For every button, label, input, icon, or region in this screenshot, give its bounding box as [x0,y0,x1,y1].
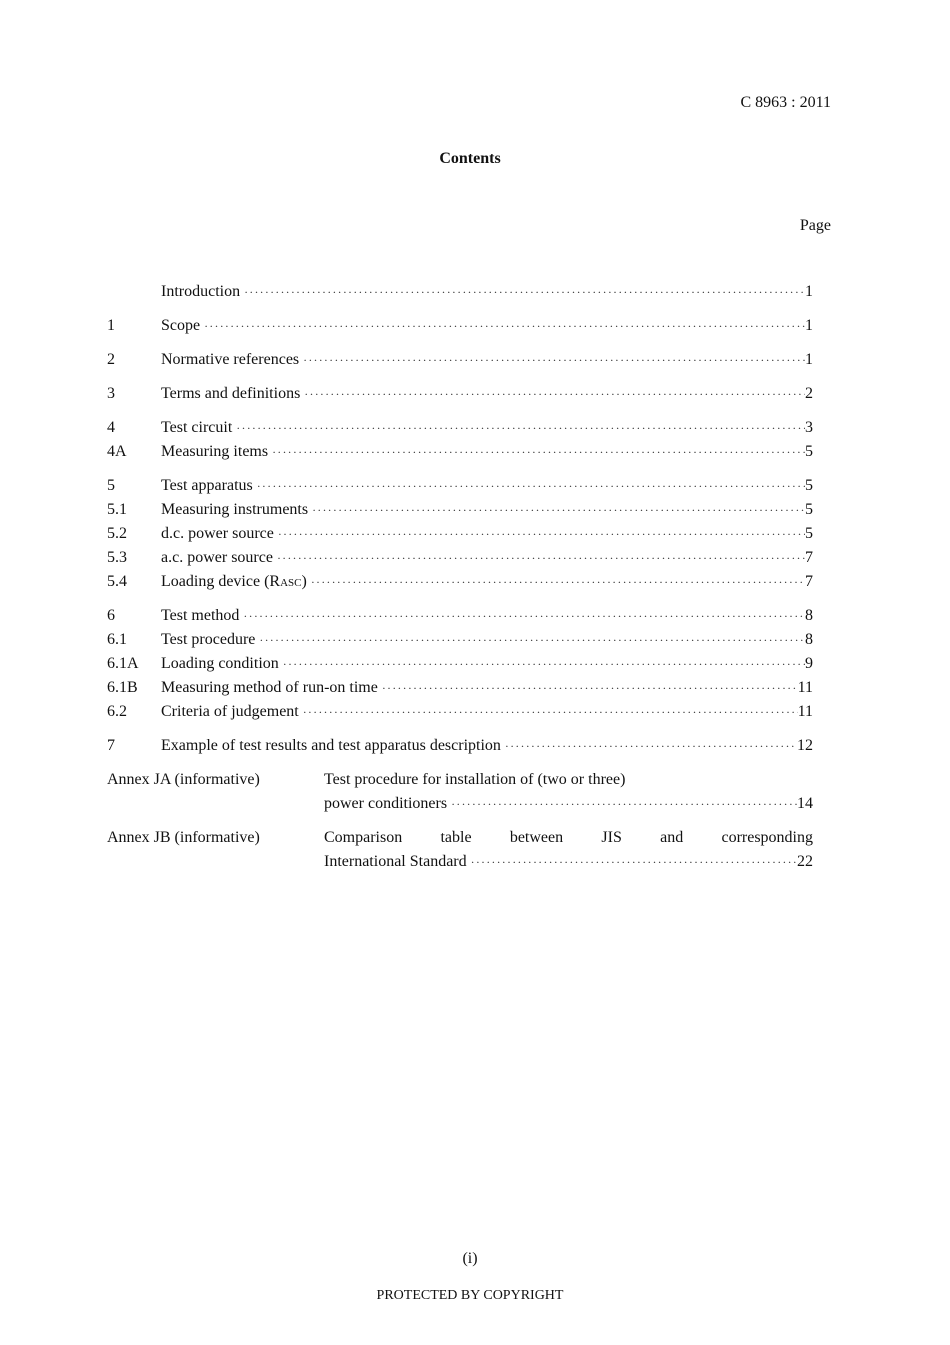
page-number: 22 [797,853,813,870]
toc-entry[interactable] [107,498,813,522]
annex-title-line1: Comparison table between JIS and corresponding [324,829,813,846]
page-number: 5 [805,477,813,494]
section-title-text: Criteria of judgement [161,703,299,720]
section-title [161,734,505,758]
section-title-text: Measuring instruments [161,501,309,518]
dot-leader [257,474,805,498]
annex-title-line2: International Standard [324,853,467,870]
section-number: 2 [107,351,115,368]
section-title [161,416,236,440]
dot-leader [471,850,797,874]
toc-entry[interactable] [107,314,813,338]
section-title [161,700,303,724]
page-number: 1 [805,351,813,368]
section-number: 1 [107,317,115,334]
section-title [161,522,278,546]
table-of-contents [107,280,813,884]
section-title [161,314,204,338]
section-title-text: Example of test results and test apparatus description [161,737,501,754]
section-title [161,280,244,304]
toc-group [107,416,813,464]
page-number: 5 [805,443,813,460]
page-number: 1 [805,283,813,300]
dot-leader [311,570,805,594]
section-number: 6 [107,607,115,624]
page-number: 14 [797,795,813,812]
toc-entry[interactable] [107,676,813,700]
section-title-text: Measuring items [161,443,269,460]
section-title-text: Loading condition [161,655,279,672]
page-number: 11 [797,679,813,696]
annex-label: Annex JA (informative) [107,771,260,788]
section-number: 6.1B [107,679,138,696]
dot-leader [236,416,805,440]
section-title-text: Normative references [161,351,300,368]
page-number: 2 [805,385,813,402]
dot-leader [283,652,805,676]
toc-entry[interactable] [107,348,813,372]
toc-group [107,734,813,758]
page-number: 1 [805,317,813,334]
annex-line [107,826,813,850]
toc-group [107,604,813,724]
toc-entry[interactable] [107,382,813,406]
section-title-text: Test procedure [161,631,256,648]
copyright-notice: PROTECTED BY COPYRIGHT [376,1288,564,1303]
section-title [161,570,311,595]
annex-entry[interactable] [107,768,813,816]
section-title [161,382,304,406]
toc-entry[interactable] [107,628,813,652]
dot-leader [303,348,805,372]
toc-entry[interactable] [107,570,813,594]
section-title-text: Loading device (R [161,573,281,590]
section-number: 6.1 [107,631,127,648]
annex-entry[interactable] [107,826,813,874]
dot-leader [204,314,805,338]
section-number: 6.1A [107,655,139,672]
section-title [161,474,257,498]
section-title [161,604,243,628]
document-id: C 8963 : 2011 [740,94,831,111]
page-number: 8 [805,607,813,624]
page-number: 9 [805,655,813,672]
dot-leader [312,498,805,522]
page-number: 5 [805,501,813,518]
toc-group [107,474,813,594]
dot-leader [277,546,805,570]
dot-leader [451,792,797,816]
dot-leader [304,382,805,406]
dot-leader [278,522,805,546]
section-number: 4A [107,443,127,460]
section-title-text: Scope [161,317,201,334]
page-number: 7 [805,549,813,566]
toc-group [107,382,813,406]
section-title [161,440,272,464]
section-number: 5.4 [107,573,127,590]
page-number: 7 [805,573,813,590]
section-number: 5.3 [107,549,127,566]
section-title-text: Test apparatus [161,477,253,494]
section-title-text: Test method [161,607,240,624]
section-title [161,652,283,676]
dot-leader [272,440,805,464]
section-number: 7 [107,737,115,754]
section-number: 5.1 [107,501,127,518]
page-number: 12 [797,737,813,754]
page-number: 3 [805,419,813,436]
section-title-text: Introduction [161,283,241,300]
toc-entry[interactable] [107,474,813,498]
section-title-text: Measuring method of run-on time [161,679,378,696]
toc-group [107,348,813,372]
section-title [161,546,277,570]
annex-label: Annex JB (informative) [107,829,260,846]
dot-leader [244,280,805,304]
section-title-text: d.c. power source [161,525,274,542]
section-number: 4 [107,419,115,436]
toc-entry[interactable] [107,440,813,464]
toc-group [107,314,813,338]
page-column-label: Page [799,217,831,234]
section-title-text: Terms and definitions [161,385,301,402]
dot-leader [259,628,805,652]
toc-entry[interactable] [107,546,813,570]
section-title [161,348,303,372]
annex-title-line2: power conditioners [324,795,448,812]
toc-entry[interactable] [107,280,813,304]
annex-line [107,768,813,792]
page-title: Contents [439,150,501,167]
section-number: 3 [107,385,115,402]
toc-entry[interactable] [107,652,813,676]
subscript: ASC [280,577,302,589]
dot-leader [382,676,798,700]
toc-entry[interactable] [107,604,813,628]
page-number: 8 [805,631,813,648]
annex-title-line1: Test procedure for installation of (two or three) [324,771,626,788]
page-folio: (i) [462,1250,478,1267]
page-number: 5 [805,525,813,542]
section-title [161,628,259,652]
annex-line [107,792,813,816]
dot-leader [303,700,798,724]
dot-leader [505,734,797,758]
dot-leader [243,604,805,628]
section-title-text: Test circuit [161,419,233,436]
annex-line [107,850,813,874]
section-number: 5.2 [107,525,127,542]
toc-entry[interactable] [107,416,813,440]
section-title [161,676,382,700]
toc-entry[interactable] [107,734,813,758]
section-number: 6.2 [107,703,127,720]
toc-entry[interactable] [107,700,813,724]
section-title-text: a.c. power source [161,549,273,566]
toc-group [107,280,813,304]
section-title [161,498,312,522]
section-title-suffix: ) [301,573,307,590]
page-number: 11 [797,703,813,720]
toc-entry[interactable] [107,522,813,546]
section-number: 5 [107,477,115,494]
